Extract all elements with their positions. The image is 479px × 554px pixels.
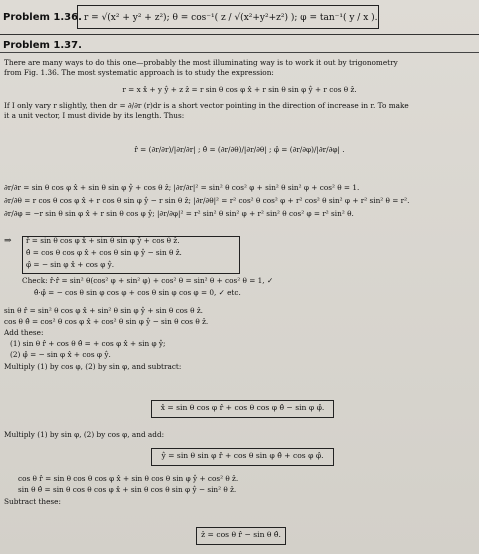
check-line-2: θ̂·φ̂ = − cos θ sin φ cos φ + cos θ sin φ cos φ = 0, ✓ etc. bbox=[34, 288, 241, 297]
multiply-add-instruction: Multiply (1) by sin φ, (2) by cos φ, and add: bbox=[4, 430, 165, 439]
sin-theta-rhat-line: sin θ r̂ = sin² θ cos φ x̂ + sin² θ sin φ ŷ + sin θ cos θ ẑ. bbox=[4, 306, 203, 315]
implies-arrow: ⇒ bbox=[4, 236, 12, 246]
cos-theta-thetahat-line: cos θ θ̂ = cos² θ cos φ x̂ + cos² θ sin φ ŷ − sin θ cos θ ẑ. bbox=[4, 317, 209, 326]
problem-137-rule bbox=[0, 52, 479, 53]
problem-136-header bbox=[0, 0, 479, 35]
intro-line-1: There are many ways to do this one—probably the most illuminating way is to work it out by trigonometry bbox=[4, 58, 398, 67]
equation-2: (2) φ̂ = − sin φ x̂ + cos φ ŷ. bbox=[10, 350, 111, 359]
sin-theta-thetahat-line: sin θ θ̂ = sin θ cos θ cos φ x̂ + sin θ cos θ sin φ ŷ − sin² θ ẑ. bbox=[18, 485, 237, 494]
derivative-r-line: ∂r/∂r = sin θ cos φ x̂ + sin θ sin φ ŷ + cos θ ẑ; |∂r/∂r|² = sin² θ cos² φ + sin² θ sin² φ + cos² θ = 1. bbox=[4, 183, 360, 192]
cos-theta-rhat-line: cos θ r̂ = sin θ cos θ cos φ x̂ + sin θ cos θ sin φ ŷ + cos² θ ẑ. bbox=[18, 474, 239, 483]
derivative-phi-line: ∂r/∂φ = −r sin θ sin φ x̂ + r sin θ cos φ ŷ; |∂r/∂φ|² = r² sin² θ sin² φ + r² sin² θ cos² φ = r² sin² θ. bbox=[4, 209, 354, 218]
rhat-expression: r̂ = sin θ cos φ x̂ + sin θ sin φ ŷ + cos θ ẑ. bbox=[26, 236, 180, 245]
yhat-result-box: ŷ = sin θ sin φ r̂ + cos θ sin φ θ̂ + cos φ φ̂. bbox=[151, 448, 334, 466]
position-vector-expression: r = x x̂ + y ŷ + z ẑ = r sin θ cos φ x̂ + r sin θ sin φ ŷ + r cos θ ẑ. bbox=[122, 85, 357, 94]
intro-line-2: from Fig. 1.36. The most systematic approach is to study the expression: bbox=[4, 68, 274, 77]
xhat-result-box: x̂ = sin θ cos φ r̂ + cos θ cos φ θ̂ − sin φ φ̂. bbox=[151, 400, 334, 418]
check-line-1: Check: r̂·r̂ = sin² θ(cos² φ + sin² φ) + cos² θ = sin² θ + cos² θ = 1, ✓ bbox=[22, 276, 274, 285]
vary-line-2: it a unit vector, I must divide by its length. Thus: bbox=[4, 111, 185, 120]
derivative-theta-line: ∂r/∂θ = r cos θ cos φ x̂ + r cos θ sin φ ŷ − r sin θ ẑ; |∂r/∂θ|² = r² cos² θ cos² φ + r² cos² θ sin² φ + r² sin² θ = r². bbox=[4, 196, 410, 205]
vary-line-1: If I only vary r slightly, then dr = ∂/∂r (r)dr is a short vector pointing in the direction of increase in r. To make bbox=[4, 101, 409, 110]
unit-vector-definitions: r̂ = (∂r/∂r)/|∂r/∂r| ; θ̂ = (∂r/∂θ)/|∂r/∂θ| ; φ̂ = (∂r/∂φ)/|∂r/∂φ| . bbox=[134, 145, 345, 154]
zhat-result-box: ẑ = cos θ r̂ − sin θ θ̂. bbox=[196, 527, 286, 545]
equation-1: (1) sin θ r̂ + cos θ θ̂ = + cos φ x̂ + sin φ ŷ; bbox=[10, 339, 166, 348]
problem-136-answer-box: r = √(x² + y² + z²); θ = cos⁻¹( z / √(x²+y²+z²) ); φ = tan⁻¹( y / x ). bbox=[77, 5, 379, 29]
subtract-these-label: Subtract these: bbox=[4, 497, 61, 506]
thetahat-expression: θ̂ = cos θ cos φ x̂ + cos θ sin φ ŷ − sin θ ẑ. bbox=[26, 248, 182, 257]
problem-136-label: Problem 1.36. bbox=[3, 12, 82, 23]
multiply-subtract-instruction: Multiply (1) by cos φ, (2) by sin φ, and subtract: bbox=[4, 362, 182, 371]
problem-137-label: Problem 1.37. bbox=[3, 40, 82, 51]
add-these-label: Add these: bbox=[4, 328, 44, 337]
phihat-expression: φ̂ = − sin φ x̂ + cos φ ŷ. bbox=[26, 260, 115, 269]
